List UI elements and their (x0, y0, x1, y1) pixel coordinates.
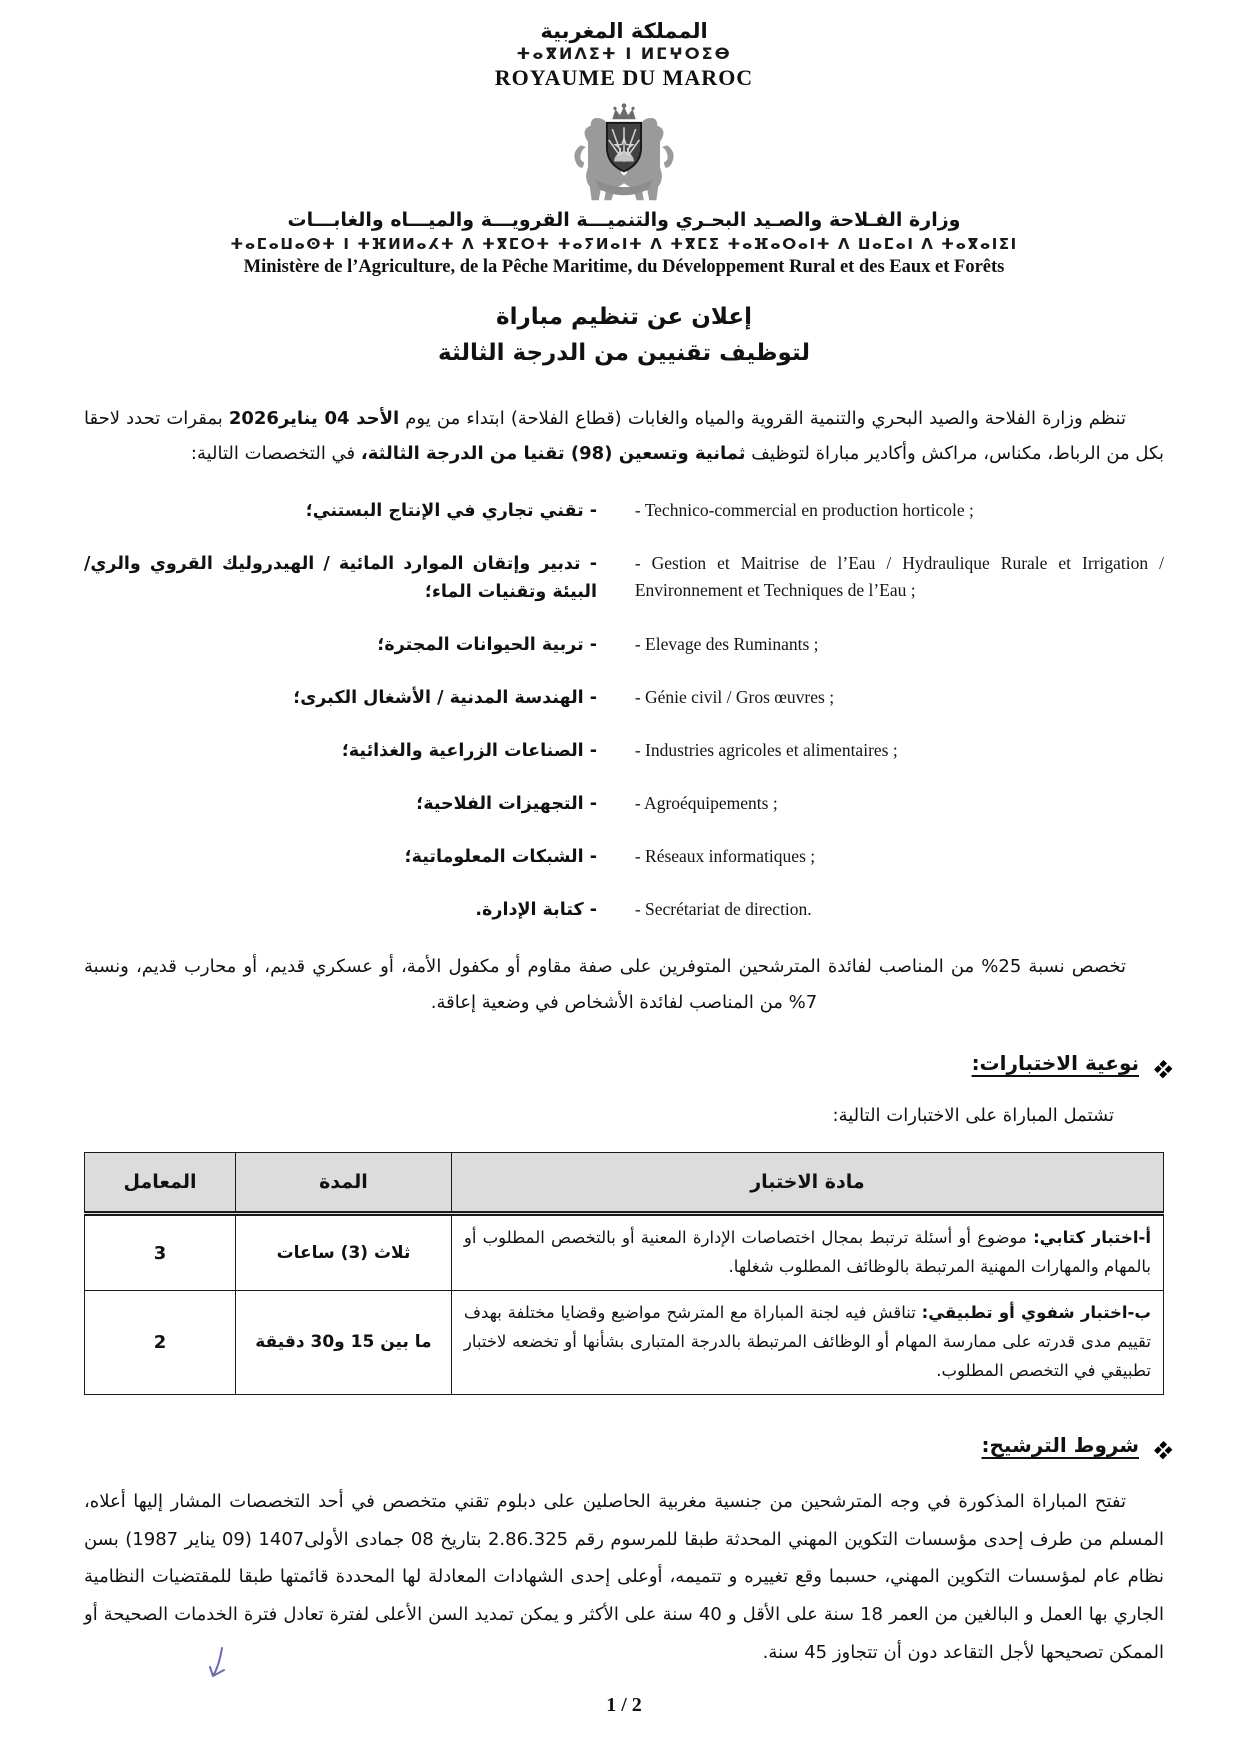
specialty-arabic: - الصناعات الزراعية والغذائية؛ (341, 741, 597, 762)
specialty-arabic: - تدبير وإتقان الموارد المائية / الهيدروليك القروي والري/ البيئة وتقنيات الماء؛ (84, 554, 597, 603)
announcement-title-line2: لتوظيف تقنيين من الدرجة الثالثة (438, 339, 810, 366)
exams-table-header-row (85, 1153, 1164, 1214)
table-row (85, 1214, 1164, 1291)
specialty-french: - Secrétariat de direction. (634, 899, 812, 920)
ministry-name-french: Ministère de l’Agriculture, de la Pêche Maritime, du Développement Rural et des Eaux et Forêts (243, 256, 1005, 277)
specialty-french: - Elevage des Ruminants ; (634, 634, 819, 655)
written-exam-subject-cell (451, 1214, 1163, 1291)
intro-date-bold: الأحد 04 يناير2026 (228, 408, 400, 430)
header-exam-subject: مادة الاختبار (451, 1153, 1163, 1214)
specialty-row (84, 550, 1164, 606)
specialty-row (84, 497, 1164, 525)
specialty-arabic: - تربية الحيوانات المجترة؛ (377, 635, 597, 656)
specialty-arabic: - التجهيزات الفلاحية؛ (416, 794, 597, 815)
intro-posts-bold: ثمانية وتسعين (98) تقنيا من الدرجة الثالثة، (360, 443, 746, 465)
exams-section-heading (84, 1051, 1164, 1075)
oral-exam-description: تناقش فيه لجنة المباراة مع المترشح مواضيع وقضايا مختلفة بهدف تقييم مدى قدرته على ممارسة المهام أو الوظائف المرتبطة بالدرجة المتبارى بشأنها أو تخضعه لاختبار تطبيقي في التخصص المطلوب. (463, 1303, 1151, 1380)
specialty-row (84, 631, 1164, 659)
conditions-paragraph: تفتح المباراة المذكورة في وجه المترشحين من جنسية مغربية الحاصلين على دبلوم تقني متخصص في أحد التخصصات المشار إليها أعلاه، المسلم من طرف إحدى مؤسسات التكوين المهني المحدثة طبقا للمرسوم رقم 2.86.325 بتاريخ 08 جمادى الأولى1407 (09 يناير 1987) بسن نظام عام لمؤسسات التكوين المهني، حسبما وقع تغييره و تتميمه، أوعلى إحدى الشهادات المعادلة لها المحددة قائمتها طبقا للمقتضيات النظامية الجاري بها العمل و البالغين من العمر 18 سنة على الأقل و 40 سنة على الأكثر و يمكن تمديد السن الأعلى لفترة تعادل فترة الخدمات الصحيحة أو الممكن تصحيحها لأجل التقاعد دون أن تتجاوز 45 سنة. (84, 1490, 1164, 1663)
page-number: 1 / 2 (606, 1693, 642, 1716)
exams-intro-text: تشتمل المباراة على الاختبارات التالية: (832, 1105, 1114, 1127)
header-exam-duration: المدة (236, 1153, 452, 1214)
specialty-arabic: - كتابة الإدارة. (475, 900, 597, 921)
quad-diamond-icon (1146, 1053, 1167, 1074)
specialty-french: - Technico-commercial en production horticole ; (634, 500, 974, 521)
specialty-french: - Réseaux informatiques ; (634, 846, 816, 867)
conditions-heading-text: شروط الترشيح: (981, 1432, 1139, 1457)
pen-mark-icon (202, 1646, 228, 1686)
document-header (84, 18, 1164, 278)
specialty-arabic: - الشبكات المعلوماتية؛ (404, 847, 597, 868)
exams-heading-text: نوعية الاختبارات: (971, 1051, 1139, 1076)
specialty-row (84, 896, 1164, 924)
specialty-french: - Agroéquipements ; (634, 793, 778, 814)
announcement-title-line1: إعلان عن تنظيم مباراة (496, 303, 752, 330)
table-row (85, 1291, 1164, 1395)
oral-exam-title: ب-اختبار شفوي أو تطبيقي: (921, 1303, 1151, 1323)
exams-table (84, 1152, 1164, 1394)
written-exam-description: موضوع أو أسئلة ترتبط بمجال اختصاصات الإدارة المعنية أو بالتخصص المطلوب أو بالمهام والمهارات المهنية المرتبطة بالوظائف المطلوب شغلها. (463, 1228, 1151, 1277)
written-exam-title: أ-اختبار كتابي: (1033, 1228, 1151, 1248)
specialty-row (84, 843, 1164, 871)
kingdom-name-arabic: المملكة المغربية (540, 19, 708, 43)
oral-exam-subject-cell (451, 1291, 1163, 1395)
intro-text-1: تنظم وزارة الفلاحة والصيد البحري والتنمية القروية والمياه والغابات (قطاع الفلاحة) ابتداء من يوم (399, 408, 1126, 430)
written-exam-duration-cell: ثلاث (3) ساعات (236, 1214, 452, 1291)
specialty-row (84, 790, 1164, 818)
conditions-section-heading (84, 1433, 1164, 1457)
ministry-name-tifinagh: ⵜⴰⵎⴰⵡⴰⵙⵜ ⵏ ⵜⴼⵍⵍⴰⵃⵜ ⴷ ⵜⴳⵎⵔⵜ ⵜⴰⵢⵍⴰⵏⵜ ⴷ ⵜⴳⵎⵉ ⵜⴰⴼⴰⵔⴰⵏⵜ ⴷ ⵡⴰⵎⴰⵏ ⴷ ⵜⴰⴳⴰⵏⵉⵏ (230, 235, 1018, 254)
kingdom-name-french: ROYAUME DU MAROC (494, 65, 754, 91)
specialty-french: - Industries agricoles et alimentaires ; (634, 740, 898, 761)
intro-text-3: في التخصصات التالية: (190, 443, 361, 465)
oral-exam-duration-cell: ما بين 15 و30 دقيقة (236, 1291, 452, 1395)
intro-text-2: بمقرات تحدد لاحقا بكل من الرباط، مكناس، مراكش وأكادير مباراة لتوظيف (84, 408, 1164, 465)
specialty-row (84, 737, 1164, 765)
oral-exam-coefficient-cell: 2 (85, 1291, 236, 1395)
quota-paragraph: تخصص نسبة 25% من المناصب لفائدة المترشحين المتوفرين على صفة مقاوم أو مكفول الأمة، أو عسكري قديم، أو محارب قديم، ونسبة 7% من المناصب لفائدة الأشخاص في وضعية إعاقة. (84, 956, 1127, 1014)
quad-diamond-icon (1146, 1434, 1167, 1455)
specialty-french: - Génie civil / Gros œuvres ; (634, 687, 835, 708)
specialty-french: - Gestion et Maitrise de l’Eau / Hydraulique Rurale et Irrigation / Environnement et Techniques de l’Eau ; (634, 553, 1164, 600)
specialty-arabic: - الهندسة المدنية / الأشغال الكبرى؛ (293, 688, 597, 709)
specialties-list (84, 497, 1164, 924)
specialty-arabic: - تقني تجاري في الإنتاج البستني؛ (305, 501, 597, 522)
specialty-row (84, 684, 1164, 712)
announcement-title (84, 300, 1164, 371)
intro-paragraph (84, 401, 1164, 471)
kingdom-name-tifinagh: ⵜⴰⴳⵍⴷⵉⵜ ⵏ ⵍⵎⵖⵔⵉⴱ (516, 44, 732, 64)
written-exam-coefficient-cell: 3 (85, 1214, 236, 1291)
conditions-block (84, 1483, 1164, 1672)
coat-of-arms-icon (561, 93, 687, 207)
ministry-name-arabic: وزارة الفـلاحة والصـيد البحـري والتنميـــة القرويـــة والميـــاه والغابـــات (287, 209, 961, 232)
header-exam-coefficient: المعامل (85, 1153, 236, 1214)
